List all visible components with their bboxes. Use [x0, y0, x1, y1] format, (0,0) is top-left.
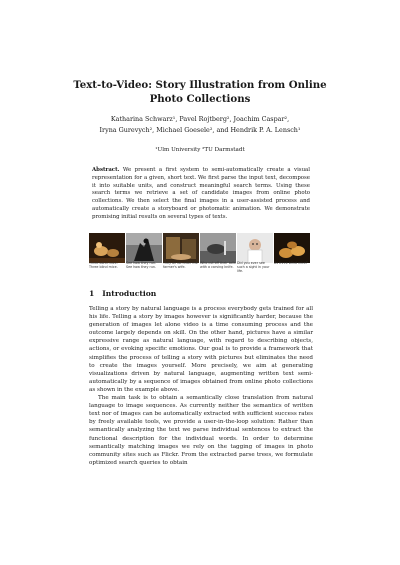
- abstract-label: Abstract.: [92, 167, 120, 173]
- paragraph-1: Telling a story by natural language is a process everybody gets trained for all his life. Telling a story by images however is significantly harder, because the generation of images let alone video is a time consuming process and the outcome largely depends on skill. On the other hand, pictures have a similar expressive range as natural language, with regard to describing objects, actions, or evoking specific emotions. Our goal is to provide a framework that simplifies the process of telling a story with pictures but eliminates the need to create the images yourself. More precisely, we aim at generating visualizations driven by natural language, augmenting written text semi-automatically by a sequence of images obtained from online photo collections as shown in the example above.: [89, 306, 313, 393]
- figure-image-5: [237, 233, 273, 263]
- figure-captions: [89, 261, 311, 274]
- abstract: [92, 167, 310, 222]
- paragraph-2: The main task is to obtain a semantically close translation from natural language to image sequences. As currently neither the semantics of written text nor of images can be automatically extracted with sufficient success rates by freely available tools, we provide a user-in-the-loop solution: Rather than semantically analyzing the text we parse individual sentences to extract the functional description for the individual words. In order to determine semantically matching images we rely on the tagging of images in photo community sites such as Flickr. From the extracted parse trees, we formulate optimized search queries to obtain: [89, 395, 313, 466]
- authors-line-1: Katharina Schwarz¹, Pavel Rojtberg², Joachim Caspar²,: [110, 115, 290, 123]
- section-heading: [89, 289, 319, 298]
- figure-caption-6: As three blind mice?: [274, 261, 308, 265]
- figure-image-4: [200, 233, 236, 263]
- paper-title: Text-to-Video: Story Illustration from Online Photo Collections: [73, 79, 327, 105]
- abstract-text: We present a first system to semi-automatically create a visual representation for a given, short text. We first parse the input text, decompose it into suitable units, and construct meaningful search terms. Using these search terms we retrieve a set of candidate images from online photo collections. We then select the final images in a user-assisted process and automatically create a storyboard or photomatic animation. We demonstrate promising initial results on several types of texts.: [92, 167, 310, 220]
- figure-image-3: [163, 233, 199, 263]
- figure-image-2: [126, 233, 162, 263]
- figure-image-1: [89, 233, 125, 263]
- section-title: Introduction: [102, 289, 157, 298]
- figure-caption-4: Who cut off their tails with a carving knife.: [200, 261, 236, 270]
- figure-caption-3: They all ran after the farmer's wife.: [163, 261, 198, 270]
- authors-line-2: Iryna Gurevych², Michael Goesele², and Hendrik P. A. Lensch¹: [99, 125, 301, 134]
- figure-caption-2: See how they run. See how they run.: [126, 261, 157, 270]
- author-list: [60, 114, 340, 135]
- affiliations: ¹Ulm University ²TU Darmstadt: [155, 147, 245, 153]
- section-number: 1: [89, 289, 95, 298]
- figure-image-6: [274, 233, 310, 263]
- figure-caption-1: Three blind mice. Three blind mice.: [89, 261, 118, 270]
- body-text: [89, 305, 313, 467]
- figure-caption-5: Did you ever see such a sight in your life.: [237, 261, 270, 274]
